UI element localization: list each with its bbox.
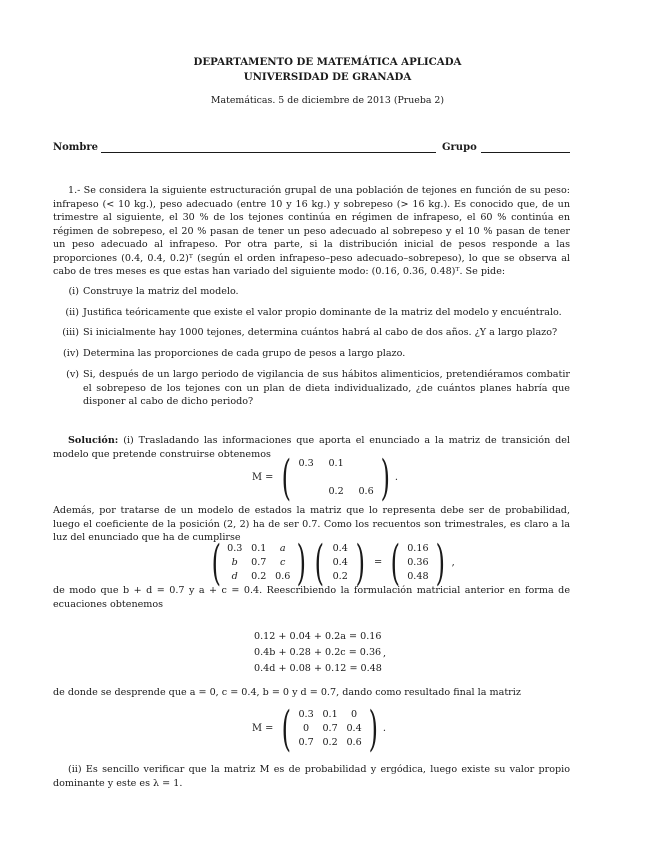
vector-cell: 0.2 [332, 571, 348, 583]
department-title: DEPARTAMENTO DE MATEMÁTICA APLICADA [193, 56, 462, 68]
equation-system [254, 630, 382, 678]
matrix-cell: 0.2 [328, 486, 344, 498]
problem-statement: 1.- Se considera la siguiente estructuración grupal de una población de tejones en función de su peso: infrapeso (< 10 kg.), peso adecuado (entre 10 y 16 kg.) y sobrepeso (> 16 kg.). Es conocido que, de un trimestre al siguiente, el 30 % de los tejones continúa en régimen de infrapeso, el 60 % continúa en régimen de sobrepeso, el 20 % pasan de tener un peso adecuado al sobrepeso y el 10 % pasan de tener un peso adecuado al infrapeso. Por otra parte, si la distribución inicial de pesos responde a las proporciones (0.4, 0.4, 0.2)ᵀ (según el orden infrapeso–peso adecuado–sobrepeso), lo que se observa al cabo de tres meses es que estas han variado del siguiente modo: (0.16, 0.36, 0.48)ᵀ. Se pide: [53, 185, 570, 277]
item-text: Determina las proporciones de cada grupo de pesos a largo plazo. [83, 348, 406, 359]
matrix-equation-1 [248, 450, 402, 506]
matrix-cell: 0.7 [298, 737, 314, 749]
left-paren: ( [282, 701, 292, 757]
grupo-label: Grupo [442, 142, 477, 153]
solution-label: Solución: [68, 435, 119, 446]
matrix-equation-3 [248, 701, 390, 757]
right-paren: ) [380, 450, 391, 506]
matrix-cell: 0 [351, 709, 358, 721]
vector-cell: 0.4 [332, 543, 348, 555]
matrix-cell: 0.6 [346, 737, 362, 749]
right-paren: ) [296, 535, 306, 591]
vector-cell: 0.48 [407, 571, 429, 583]
item-number: (iii) [62, 327, 79, 338]
comma: , [451, 557, 455, 569]
item-text: Construye la matriz del modelo. [83, 286, 239, 297]
matrix-cell: 0.3 [298, 458, 314, 470]
matrix-m-final [296, 708, 364, 750]
solution-paragraph-5: (ii) Es sencillo verificar que la matriz M es de probabilidad y ergódica, luego existe su valor propio dominante y este es λ = 1. [53, 764, 570, 789]
left-paren: ( [390, 535, 401, 591]
left-paren: ( [282, 450, 292, 506]
matrix-cell: c [280, 557, 286, 569]
left-paren: ( [315, 535, 325, 591]
matrix-label: M = [252, 472, 274, 484]
matrix-cell: 0 [303, 723, 310, 735]
vector-cell: 0.36 [407, 557, 429, 569]
matrix-cell: d [231, 571, 238, 583]
matrix-cell: 0.3 [298, 709, 314, 721]
matrix-cell: 0.7 [322, 723, 338, 735]
matrix-cell: b [231, 557, 238, 569]
matrix-cell: 0.1 [322, 709, 338, 721]
solution-paragraph-4: de donde se desprende que a = 0, c = 0.4, b = 0 y d = 0.7, dando como resultado final la matriz [53, 687, 521, 698]
equation-line: 0.12 + 0.04 + 0.2a = 0.16 [254, 631, 382, 642]
vector-initial [329, 542, 351, 584]
period: . [394, 472, 398, 484]
item-text: Si, después de un largo periodo de vigilancia de sus hábitos alimenticios, pretendiéramos combatir el sobrepeso de los tejones con un plan de dieta individualizado, ¿de cuántos planes habría que disponer al cabo de dicho periodo? [83, 369, 570, 407]
matrix-cell: 0.2 [322, 737, 338, 749]
period: . [382, 723, 386, 735]
matrix-cell: 0.2 [251, 571, 267, 583]
item-text: Si inicialmente hay 1000 tejones, determina cuántos habrá al cabo de dos años. ¿Y a largo plazo? [83, 327, 558, 338]
matrix-cell: 0.1 [328, 458, 344, 470]
matrix-equation-2 [207, 535, 459, 591]
grupo-field[interactable] [481, 152, 570, 153]
item-number: (i) [68, 286, 79, 297]
item-number: (v) [66, 369, 79, 380]
university-title: UNIVERSIDAD DE GRANADA [243, 71, 412, 83]
nombre-field[interactable] [101, 152, 436, 153]
solution-paragraph-3: de modo que b + d = 0.7 y a + c = 0.4. Reescribiendo la formulación matricial anterior en forma de ecuaciones obtenemos [53, 585, 570, 610]
equation-line: 0.4d + 0.08 + 0.12 = 0.48 [254, 663, 382, 674]
matrix-cell: 0.1 [251, 543, 267, 555]
right-paren: ) [368, 701, 379, 757]
solution-text-1: (i) Trasladando las informaciones que aporta el enunciado a la matriz de transición del modelo que pretende construirse obtenemos [53, 435, 570, 460]
left-paren: ( [211, 535, 222, 591]
matrix-cell: a [279, 543, 286, 555]
matrix-m-initial [296, 457, 376, 499]
right-paren: ) [435, 535, 445, 591]
exam-subtitle: Matemáticas. 5 de diciembre de 2013 (Prueba 2) [210, 95, 445, 106]
vector-cell: 0.4 [332, 557, 348, 569]
item-text: Justifica teóricamente que existe el valor propio dominante de la matriz del modelo y encuéntralo. [83, 307, 562, 318]
matrix-m-unknowns [226, 542, 292, 584]
matrix-cell: 0.6 [275, 571, 291, 583]
vector-observed [405, 542, 431, 584]
solution-paragraph-2: Además, por tratarse de un modelo de estados la matriz que lo representa debe ser de probabilidad, luego el coeficiente de la posición (2, 2) ha de ser 0.7. Como los recuentos son trimestrales, es claro a la luz del enunciado que ha de cumplirse [53, 505, 570, 543]
matrix-cell: 0.3 [227, 543, 243, 555]
comma: , [383, 648, 387, 659]
item-number: (ii) [65, 307, 79, 318]
matrix-label: M = [252, 723, 274, 735]
equation-line: 0.4b + 0.28 + 0.2c = 0.36 [254, 647, 382, 658]
nombre-label: Nombre [53, 142, 99, 153]
equals-sign: = [373, 557, 383, 569]
matrix-cell: 0.4 [346, 723, 362, 735]
vector-cell: 0.16 [407, 543, 429, 555]
right-paren: ) [355, 535, 366, 591]
matrix-cell: 0.6 [358, 486, 374, 498]
item-number: (iv) [63, 348, 79, 359]
matrix-cell: 0.7 [251, 557, 267, 569]
